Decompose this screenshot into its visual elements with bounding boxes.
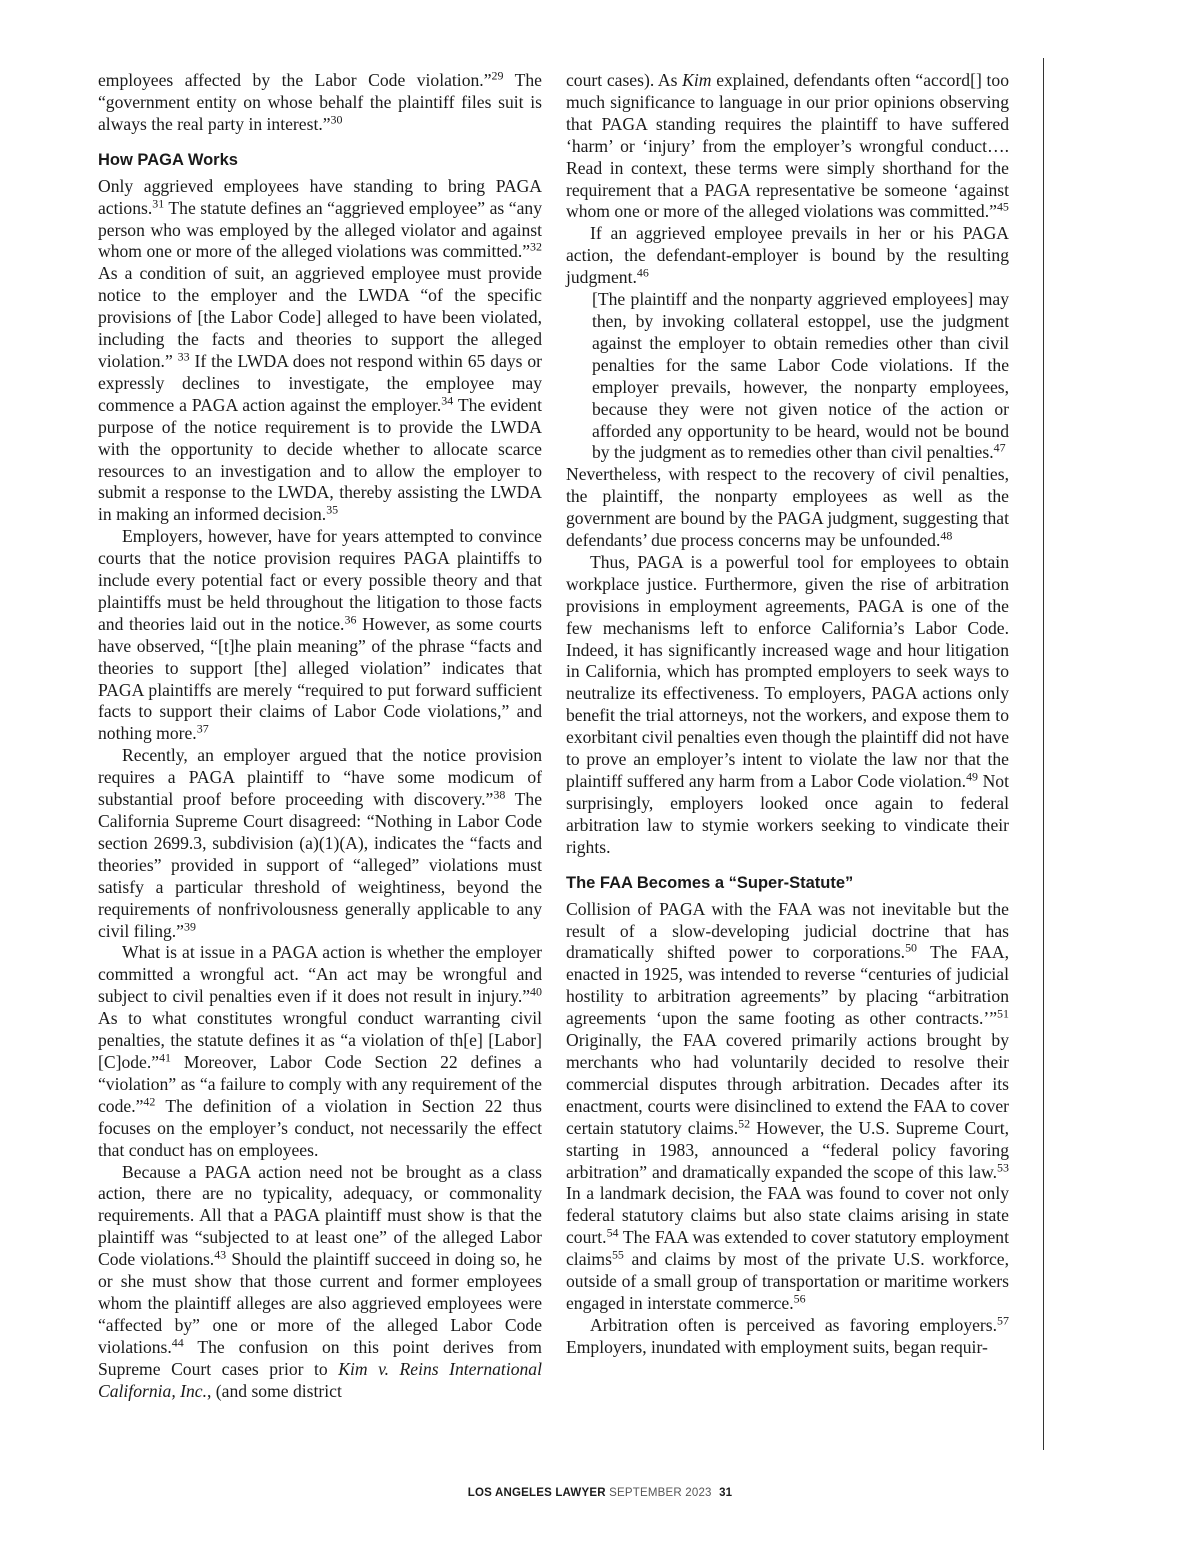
footnote-ref[interactable]: 47: [993, 440, 1006, 455]
paragraph: Collision of PAGA with the FAA was not inevitable but the result of a slow-developing judicial doctrine that has dramatically shifted power to corporations.$^{50}$ The FAA, enacted in 1925, was intended to reverse “centuries of judicial hostility to arbitration agreements” by placing “arbitration agreements ‘upon the same footing as other contracts.’”$^{51}$ Originally, the FAA covered primarily actions brought by merchants who had voluntarily decided to resolve their commercial disputes through arbitration. Decades after its enactment, courts were disinclined to extend the FAA to cover certain statutory claims.$^{52}$ However, the U.S. Supreme Court, starting in 1983, announced a “federal policy favoring arbitration” and dramatically expanded the scope of this law.$^{53}$ In a landmark decision, the FAA was found to cover not only federal statutory claims but also state claims arising in state court.$^{54}$ The FAA was extended to cover statutory employment claims$^{55}$ and claims by most of the private U.S. workforce, outside of a small group of transportation or maritime workers engaged in interstate commerce.$^{56}$: [566, 898, 1009, 1313]
footnote-ref[interactable]: 36: [344, 612, 357, 627]
footnote-ref[interactable]: 39: [184, 918, 196, 933]
paragraph: court cases). As Kim explained, defendants often “accord[] too much significance to language in our prior opinions observing that PAGA standing requires the plaintiff to have suffered ‘harm’ or ‘injury’ from the employer’s wrongful conduct…. Read in context, these terms were simply shorthand for the requirement that a PAGA representative be someone ‘against whom one or more of the alleged violations was committed.”$^{45}$: [566, 70, 1009, 222]
issue-date: SEPTEMBER 2023: [609, 1487, 712, 1499]
section-heading: The FAA Becomes a “Super-Statute”: [566, 873, 854, 892]
paragraph: Arbitration often is perceived as favoring employers.$^{57}$ Employers, inundated with employment suits, began requir-: [566, 1313, 1009, 1357]
right-column: [566, 70, 1009, 1359]
paragraph: Nevertheless, with respect to the recovery of civil penalties, the plaintiff, the nonparty employees as well as the government are bound by the PAGA judgment, suggesting that defendants’ due process concerns may be unfounded.$^{48}$: [566, 464, 1009, 551]
magazine-name: LOS ANGELES LAWYER: [467, 1487, 606, 1499]
footnote-ref[interactable]: 33: [177, 349, 190, 364]
footnote-ref[interactable]: 32: [530, 239, 542, 254]
footnote-ref[interactable]: 49: [966, 769, 979, 784]
block-quote: [The plaintiff and the nonparty aggrieved employees] may then, by invoking collateral estoppel, use the judgment against the employer to obtain remedies other than civil penalties for the same Labor Code violations. If the employer prevails, however, the nonparty employees, because they were not given notice of the action or afforded any opportunity to be heard, would not be bound by the judgment as to remedies other than civil penalties.$^{47}$: [592, 289, 1009, 463]
footnote-ref[interactable]: 35: [326, 502, 339, 517]
footnote-ref[interactable]: 37: [196, 721, 209, 736]
paragraph: Only aggrieved employees have standing to bring PAGA actions.$^{31}$ The statute defines an “aggrieved employee” as “any person who was employed by the alleged violator and against whom one or more of the alleged violations was committed.”$^{32}$ As a condition of suit, an aggrieved employee must provide notice to the employer and the LWDA “of the specific provisions of [the Labor Code] alleged to have been violated, including the facts and theories to support the alleged violation.” $^{33}$ If the LWDA does not respond within 65 days or expressly declines to investigate, the employee may commence a PAGA action against the employer.$^{34}$ The evident purpose of the notice requirement is to provide the LWDA with the opportunity to decide whether to allocate scarce resources to an investigation and to allow the employer to submit a response to the LWDA, thereby assisting the LWDA in making an informed decision.$^{35}$: [98, 175, 542, 525]
section-heading: How PAGA Works: [98, 150, 238, 169]
footnote-ref[interactable]: 42: [143, 1094, 156, 1109]
footnote-ref[interactable]: 40: [530, 984, 542, 999]
case-name: Kim v. Reins International California, Inc.: [98, 1358, 542, 1401]
footnote-ref[interactable]: 43: [214, 1247, 227, 1262]
footnote-ref[interactable]: 41: [159, 1050, 172, 1065]
footnote-ref[interactable]: 56: [793, 1291, 806, 1306]
left-column: [98, 70, 542, 1402]
footnote-ref[interactable]: 53: [997, 1159, 1009, 1174]
page-number: 31: [719, 1487, 733, 1499]
paragraph: Because a PAGA action need not be brought as a class action, there are no typicality, adequacy, or commonality requirements. All that a PAGA plaintiff must show is that the plaintiff was “subjected to at least one” of the alleged Labor Code violations.$^{43}$ Should the plaintiff succeed in doing so, he or she must show that those current and former employees whom the plaintiff alleges are also aggrieved employees were “affected by” one or more of the alleged Labor Code violations.$^{44}$ The confusion on this point derives from Supreme Court cases prior to Kim v. Reins International California, Inc., (and some district: [98, 1161, 542, 1401]
footnote-ref[interactable]: 57: [997, 1313, 1009, 1328]
footnote-ref[interactable]: 31: [152, 196, 165, 211]
paragraph: What is at issue in a PAGA action is whether the employer committed a wrongful act. “An act may be wrongful and subject to civil penalties even if it does not result in injury.”$^{40}$ As to what constitutes wrongful conduct warranting civil penalties, the statute defines it as “a violation of th[e] [Labor] [C]ode.”$^{41}$ Moreover, Labor Code Section 22 defines a “violation” as “a failure to comply with any requirement of the code.”$^{42}$ The definition of a violation in Section 22 thus focuses on the employer’s conduct, not necessarily the effect that conduct has on employees.: [98, 942, 542, 1160]
footnote-ref[interactable]: 54: [606, 1225, 619, 1240]
footnote-ref[interactable]: 29: [491, 68, 504, 83]
footnote-ref[interactable]: 38: [493, 787, 506, 802]
paragraph: Recently, an employer argued that the notice provision requires a PAGA plaintiff to “have some modicum of substantial proof before proceeding with discovery.”$^{38}$ The California Supreme Court disagreed: “Nothing in Labor Code section 2699.3, subdivision (a)(1)(A), indicates the “facts and theories” provided in support of “alleged” violations must satisfy a particular threshold of weightiness, beyond the requirements of nonfrivolousness generally applicable to any civil filing.”$^{39}$: [98, 745, 542, 941]
paragraph: If an aggrieved employee prevails in her or his PAGA action, the defendant-employer is bound by the resulting judgment.$^{46}$: [566, 223, 1009, 288]
footnote-ref[interactable]: 55: [611, 1247, 624, 1262]
footnote-ref[interactable]: 50: [905, 940, 918, 955]
footnote-ref[interactable]: 52: [738, 1116, 751, 1131]
footnote-ref[interactable]: 45: [996, 199, 1009, 214]
case-name: Kim: [682, 70, 712, 90]
page-footer: [0, 1487, 1200, 1499]
column-rule: [1043, 58, 1044, 1450]
footnote-ref[interactable]: 30: [330, 112, 343, 127]
footnote-ref[interactable]: 34: [441, 393, 454, 408]
footnote-ref[interactable]: 46: [636, 265, 649, 280]
paragraph: employees affected by the Labor Code violation.”$^{29}$ The “government entity on whose behalf the plaintiff files suit is always the real party in interest.”$^{30}$: [98, 68, 542, 134]
paragraph: Employers, however, have for years attempted to convince courts that the notice provision requires PAGA plaintiffs to include every potential fact or every possible theory and that plaintiffs must be held throughout the litigation to those facts and theories laid out in the notice.$^{36}$ However, as some courts have observed, “[t]he plain meaning” of the phrase “facts and theories to support [the] alleged violation” indicates that PAGA plaintiffs are merely “required to put forward sufficient facts to support their claims of Labor Code violations,” and nothing more.$^{37}$: [98, 526, 543, 744]
footnote-ref[interactable]: 51: [997, 1006, 1009, 1021]
footnote-ref[interactable]: 44: [171, 1335, 184, 1350]
paragraph: Thus, PAGA is a powerful tool for employees to obtain workplace justice. Furthermore, given the rise of arbitration provisions in employment agreements, PAGA is one of the few mechanisms left to enforce California’s Labor Code. Indeed, it has significantly increased wage and hour litigation in California, which has prompted employers to seek ways to neutralize its effectiveness. To employers, PAGA actions only benefit the trial attorneys, not the workers, and expose them to exorbitant civil penalties even though the plaintiff did not have to prove an employer’s intent to violate the law nor that the plaintiff suffered any harm from a Labor Code violation.$^{49}$ Not surprisingly, employers looked once again to federal arbitration law to stymie workers seeking to vindicate their rights.: [566, 551, 1009, 857]
footnote-ref[interactable]: 48: [940, 528, 953, 543]
